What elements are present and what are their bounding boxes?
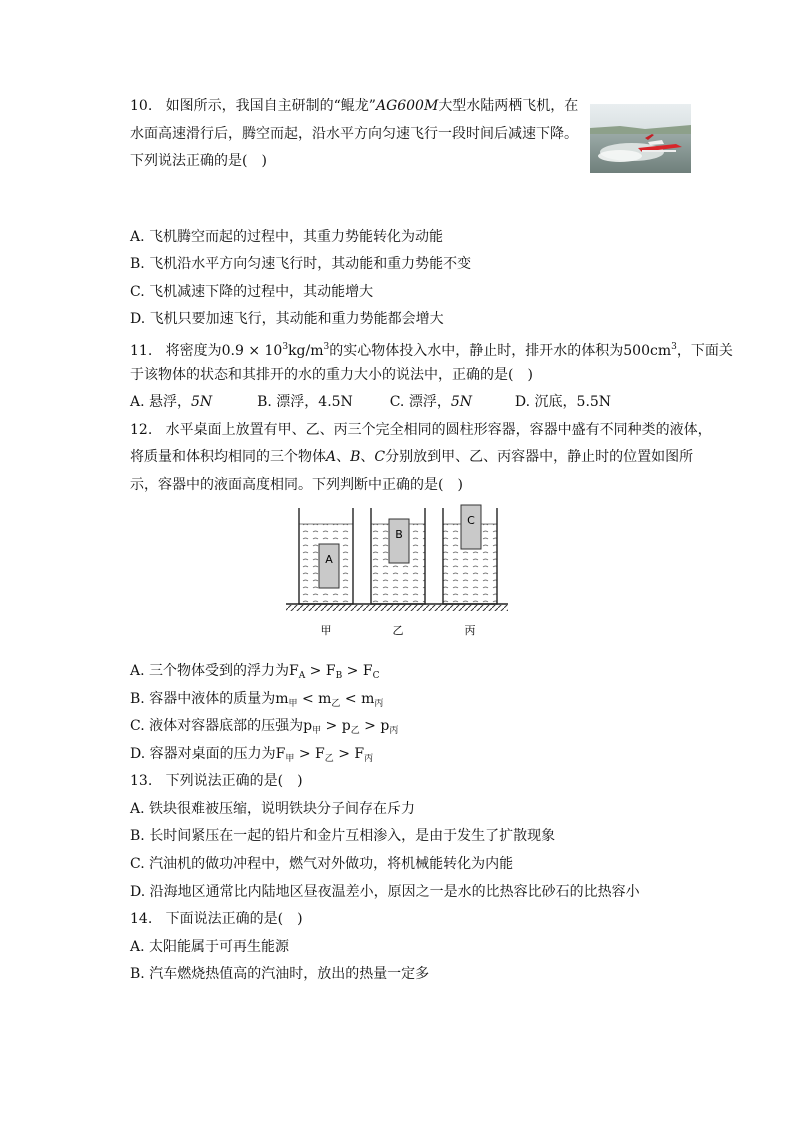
q10-option-c: C. 飞机减速下降的过程中，其动能增大 <box>130 284 374 300</box>
q12-line2: 将质量和体积均相同的三个物体A、B、C分别放到甲、乙、丙容器中，静止时的位置如图所 <box>130 449 694 465</box>
containers-diagram <box>282 500 512 645</box>
q12-number: 12. <box>130 422 153 438</box>
label-jia: 甲 <box>320 624 332 637</box>
q13-option-b: B. 长时间紧压在一起的铅片和金片互相渗入，是由于发生了扩散现象 <box>130 828 556 844</box>
q10-line3: 下列说法正确的是( ) <box>130 153 267 169</box>
q11-line2: 于该物体的状态和其排开的水的重力大小的说法中，正确的是( ) <box>130 367 533 383</box>
block-c-label: C <box>467 514 475 527</box>
block-a <box>319 544 339 588</box>
q11-option-d: D. 沉底，5.5N <box>514 394 612 410</box>
label-yi: 乙 <box>392 624 404 637</box>
q14-number: 14. <box>130 911 153 927</box>
q13-stem: 13. 下列说法正确的是( ) <box>130 773 303 789</box>
q14-stem: 14. 下面说法正确的是( ) <box>130 911 303 927</box>
q10-line1: 10. 如图所示，我国自主研制的“鲲龙”AG600M大型水陆两栖飞机，在 <box>130 98 579 114</box>
q14-option-a: A. 太阳能属于可再生能源 <box>130 939 290 955</box>
q12-option-a: A. 三个物体受到的浮力为$F_A > F_B > F_C$ <box>130 663 380 681</box>
q10-option-b: B. 飞机沿水平方向匀速飞行时，其动能和重力势能不变 <box>130 256 472 272</box>
q12-line3: 示，容器中的液面高度相同。下列判断中正确的是( ) <box>130 477 463 493</box>
q14-option-b: B. 汽车燃烧热值高的汽油时，放出的热量一定多 <box>130 966 430 982</box>
block-b-label: B <box>395 528 403 541</box>
seaplane-photo <box>590 104 691 173</box>
volume-value: $500cm^3$ <box>623 342 677 359</box>
q11-option-c: C. 漂浮，5N <box>389 394 472 410</box>
q11-number: 11. <box>130 343 153 359</box>
aircraft-model: AG600M <box>375 98 439 114</box>
q13-option-d: D. 沿海地区通常比内陆地区昼夜温差小，原因之一是水的比热容比砂石的比热容小 <box>130 884 640 900</box>
q11-option-a: A. 悬浮，5N <box>130 394 213 410</box>
q12-option-b: B. 容器中液体的质量为$m_甲 < m_乙 < m_丙$ <box>130 691 384 709</box>
q13-number: 13. <box>130 773 153 789</box>
label-bing: 丙 <box>464 624 476 637</box>
q13-option-a: A. 铁块很难被压缩，说明铁块分子间存在斥力 <box>130 801 416 817</box>
block-a-label: A <box>325 553 333 566</box>
q11-line1: 11. 将密度为$0.9 \times 10^3kg/m^3$的实心物体投入水中，静止时，排开水的体积为$500cm^3$，下面关 <box>130 342 733 359</box>
q10-line2: 水面高速滑行后，腾空而起，沿水平方向匀速飞行一段时间后减速下降。 <box>130 126 578 142</box>
q11-option-b: B. 漂浮，4.5N <box>257 394 353 410</box>
q12-line1: 12. 水平桌面上放置有甲、乙、丙三个完全相同的圆柱形容器，容器中盛有不同种类的液体， <box>130 422 712 438</box>
density-value: $0.9 \times 10^3kg/m^3$ <box>221 342 330 359</box>
q12-option-d: D. 容器对桌面的压力为$F_甲 > F_乙 > F_丙$ <box>130 746 374 764</box>
q12-option-c: C. 液体对容器底部的压强为$p_甲 > p_乙 > p_丙$ <box>130 718 399 736</box>
q10-number: 10. <box>130 98 153 114</box>
block-c <box>461 505 481 549</box>
q10-option-a: A. 飞机腾空而起的过程中，其重力势能转化为动能 <box>130 229 444 245</box>
q13-option-c: C. 汽油机的做功冲程中，燃气对外做功，将机械能转化为内能 <box>130 856 514 872</box>
block-b <box>389 519 409 563</box>
q10-option-d: D. 飞机只要加速飞行，其动能和重力势能都会增大 <box>130 311 444 327</box>
q11-options <box>130 393 611 411</box>
